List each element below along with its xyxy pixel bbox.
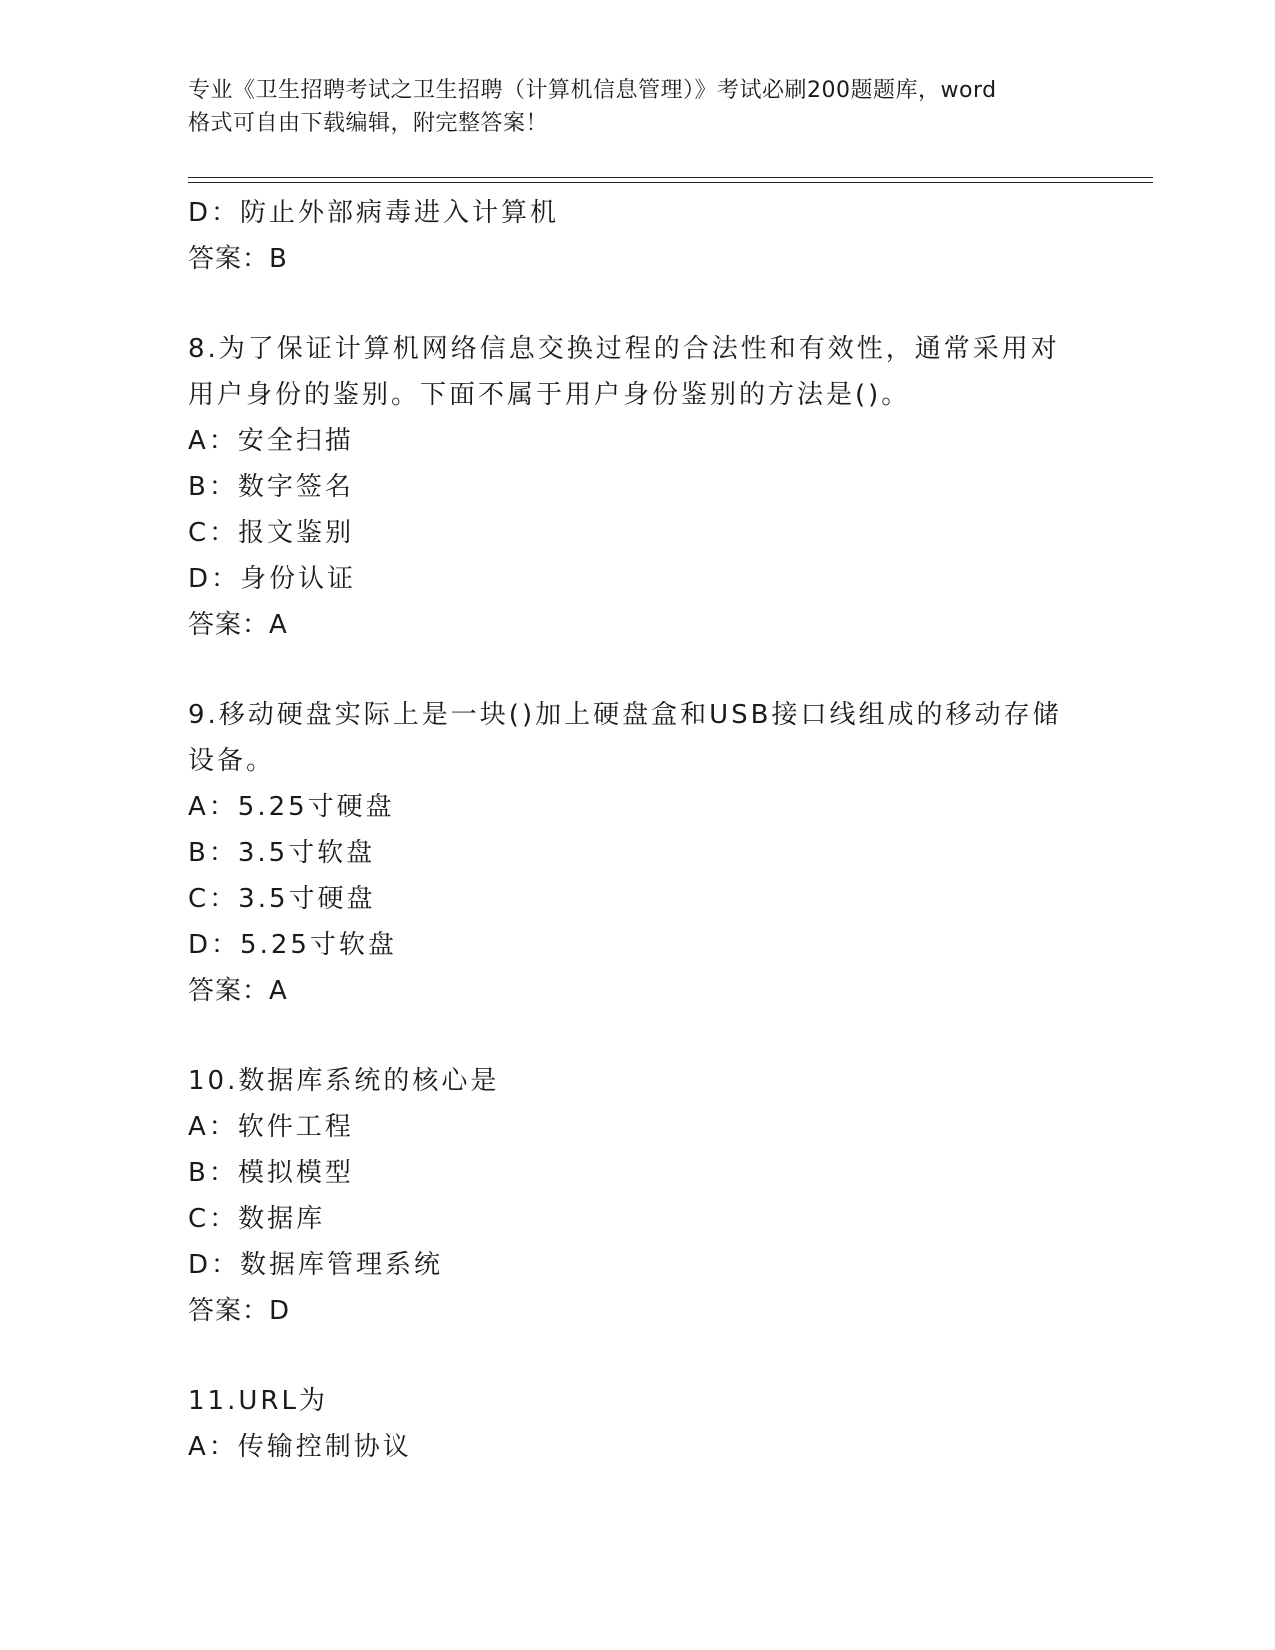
option-a: A：软件工程 — [188, 1112, 354, 1142]
option-c: C：数据库 — [188, 1204, 326, 1234]
header-divider-top — [188, 177, 1153, 178]
option-b: B：3.5寸软盘 — [188, 838, 376, 868]
option-c: C：报文鉴别 — [188, 518, 355, 548]
question-text-line: 8.为了保证计算机网络信息交换过程的合法性和有效性，通常采用对 — [188, 334, 1060, 364]
option-d: D：数据库管理系统 — [188, 1250, 444, 1280]
option-b: B：数字签名 — [188, 472, 354, 502]
question-9 — [188, 692, 1068, 1014]
header-divider-bottom — [188, 182, 1153, 183]
question-text-line: 11.URL为 — [188, 1386, 328, 1416]
document-header — [188, 74, 1088, 140]
answer-line: 答案：D — [188, 1296, 291, 1326]
question-text-line: 10.数据库系统的核心是 — [188, 1066, 500, 1096]
header-line-2: 格式可自由下载编辑，附完整答案！ — [188, 111, 549, 136]
question-11 — [188, 1378, 1068, 1470]
option-d: D：防止外部病毒进入计算机 — [188, 198, 560, 228]
option-a: A：安全扫描 — [188, 426, 354, 456]
option-a: A：5.25寸硬盘 — [188, 792, 395, 822]
answer-line: 答案：A — [188, 610, 288, 640]
question-text-line: 9.移动硬盘实际上是一块()加上硬盘盒和USB接口线组成的移动存储 — [188, 700, 1062, 730]
question-text-line: 用户身份的鉴别。下面不属于用户身份鉴别的方法是()。 — [188, 380, 911, 410]
option-b: B：模拟模型 — [188, 1158, 354, 1188]
header-line-1: 专业《卫生招聘考试之卫生招聘（计算机信息管理）》考试必刷200题题库，word — [188, 78, 997, 103]
option-a: A：传输控制协议 — [188, 1432, 412, 1462]
option-d: D：5.25寸软盘 — [188, 930, 397, 960]
question-text-line: 设备。 — [188, 746, 276, 776]
answer-line: 答案：B — [188, 244, 288, 274]
option-d: D：身份认证 — [188, 564, 357, 594]
question-8 — [188, 326, 1068, 648]
question-10 — [188, 1058, 1068, 1334]
question-list — [188, 190, 1068, 1470]
option-c: C：3.5寸硬盘 — [188, 884, 376, 914]
answer-line: 答案：A — [188, 976, 288, 1006]
